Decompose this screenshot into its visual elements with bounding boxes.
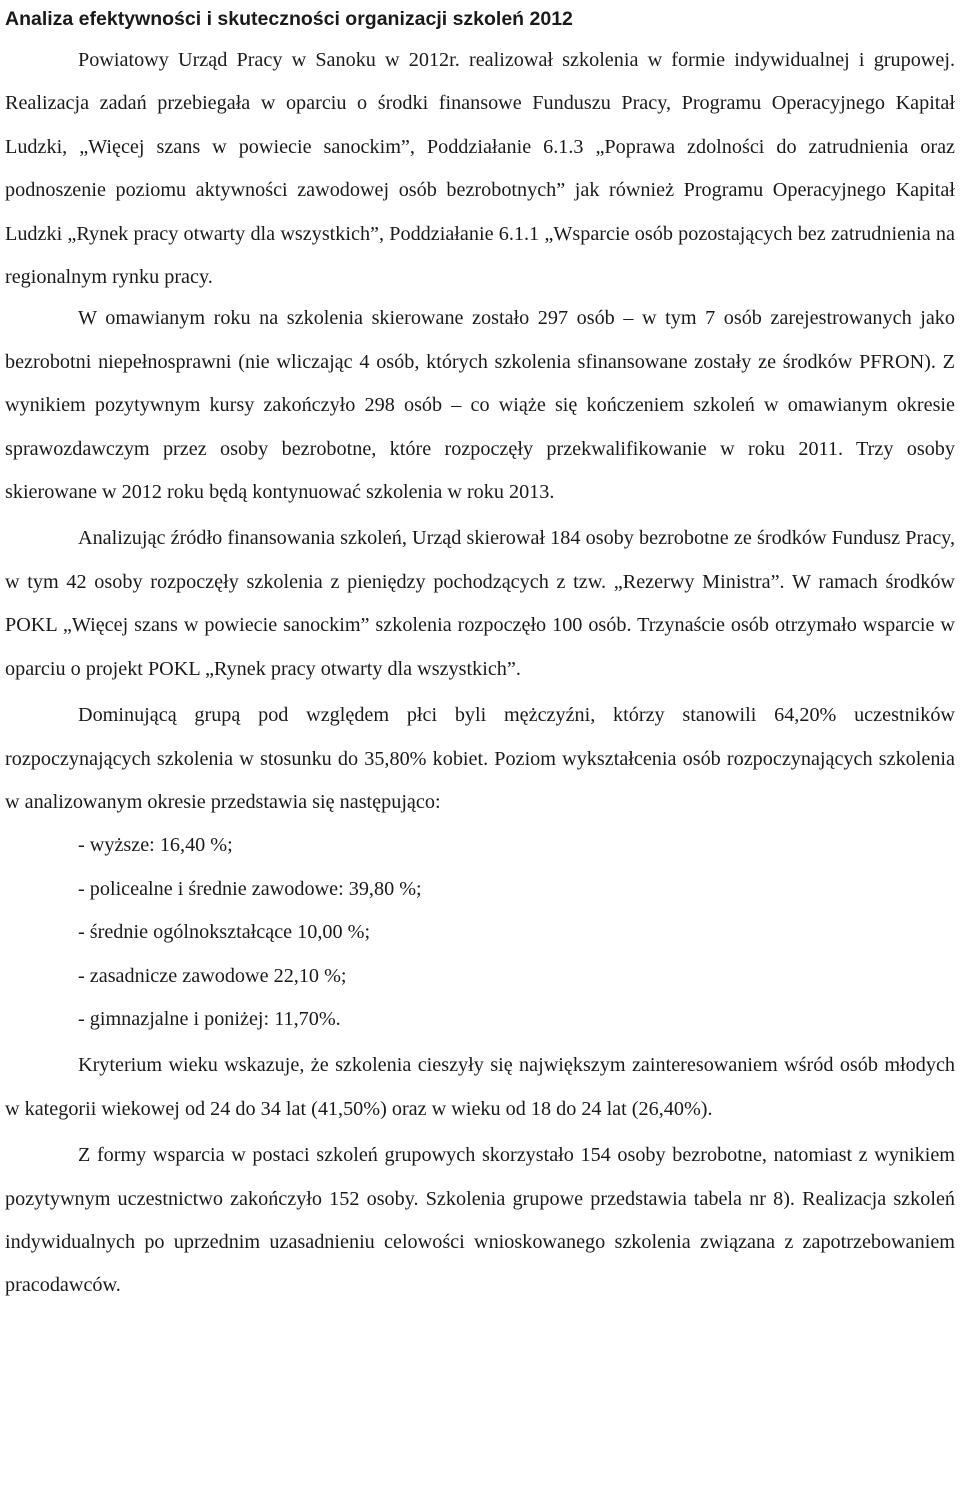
- paragraph-gender-education: Dominującą grupą pod względem płci byli mężczyźni, którzy stanowili 64,20% uczestników rozpoczynających szkolenia w stosunku do 35,80% kobiet. Poziom wykształcenia osób rozpoczynających szkolenia w analizowanym okresie przedstawia się następująco:: [5, 704, 955, 813]
- paragraph-training-funding-sources: Powiatowy Urząd Pracy w Sanoku w 2012r. realizował szkolenia w formie indywidualnej i grupowej. Realizacja zadań przebiegała w oparciu o środki finansowe Funduszu Pracy, Programu Operacyjnego Kapitał Ludzki, „Więcej szans w powiecie sanockim”, Poddziałanie 6.1.3 „Poprawa zdolności do zatrudnienia oraz podnoszenie poziomu aktywności zawodowej osób bezrobotnych” jak również Programu Operacyjnego Kapitał Ludzki „Rynek pracy otwarty dla wszystkich”, Poddziałanie 6.1.1 „Wsparcie osób pozostających bez zatrudnienia na regionalnym rynku pracy.: [5, 49, 955, 289]
- list-item: - gimnazjalne i poniżej: 11,70%.: [78, 1007, 341, 1030]
- list-item: - średnie ogólnokształcące 10,00 %;: [78, 921, 371, 944]
- list-item: - wyższe: 16,40 %;: [78, 834, 233, 857]
- list-item: - policealne i średnie zawodowe: 39,80 %;: [78, 877, 422, 900]
- paragraph-group-training: Z formy wsparcia w postaci szkoleń grupowych skorzystało 154 osoby bezrobotne, natomiast z wynikiem pozytywnym uczestnictwo zakończyło 152 osoby. Szkolenia grupowe przedstawia tabela nr 8). Realizacja szkoleń indywidualnych po uprzednim uzasadnieniu celowości wnioskowanego szkolenia związana z zapotrzebowaniem pracodawców.: [5, 1144, 955, 1297]
- paragraph-training-participants: W omawianym roku na szkolenia skierowane zostało 297 osób – w tym 7 osób zarejestrowanych jako bezrobotni niepełnosprawni (nie wliczając 4 osób, których szkolenia sfinansowane zostały ze środków PFRON). Z wynikiem pozytywnym kursy zakończyło 298 osób – co wiąże się kończeniem szkoleń w omawianym okresie sprawozdawczym przez osoby bezrobotne, które rozpoczęły przekwalifikowanie w roku 2011. Trzy osoby skierowane w 2012 roku będą kontynuować szkolenia w roku 2013.: [5, 307, 955, 504]
- paragraph-funding-analysis: Analizując źródło finansowania szkoleń, Urząd skierował 184 osoby bezrobotne ze środków Fundusz Pracy, w tym 42 osoby rozpoczęły szkolenia z pieniędzy pochodzących z tzw. „Rezerwy Ministra”. W ramach środków POKL „Więcej szans w powiecie sanockim” szkolenia rozpoczęło 100 osób. Trzynaście osób otrzymało wsparcie w oparciu o projekt POKL „Rynek pracy otwarty dla wszystkich”.: [5, 527, 955, 680]
- document-title: Analiza efektywności i skuteczności organizacji szkoleń 2012: [5, 8, 573, 30]
- document-page: [5, 0, 955, 1308]
- list-item: - zasadnicze zawodowe 22,10 %;: [78, 964, 347, 987]
- paragraph-age-criterion: Kryterium wieku wskazuje, że szkolenia cieszyły się największym zainteresowaniem wśród osób młodych w kategorii wiekowej od 24 do 34 lat (41,50%) oraz w wieku od 18 do 24 lat (26,40%).: [5, 1054, 955, 1120]
- education-level-list: [5, 824, 955, 1041]
